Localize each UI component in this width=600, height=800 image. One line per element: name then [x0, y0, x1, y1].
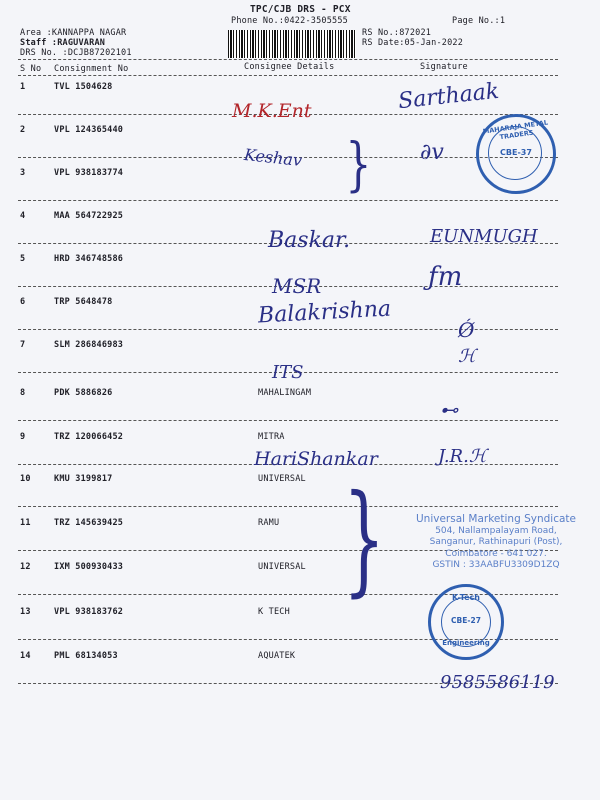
row-sno: 10	[20, 474, 31, 484]
rs-number: RS No.:872021	[362, 28, 432, 38]
row-sno: 3	[20, 168, 26, 178]
row-divider	[18, 420, 558, 421]
universal-stamp-line-5: GSTIN : 33AABFU3309D1ZQ	[432, 560, 560, 570]
handwriting-phone: 9585586119	[440, 672, 555, 693]
handwriting-signature-row6: Ǿ	[458, 318, 475, 342]
universal-stamp-line-2: 504, Nallampalayam Road,	[435, 525, 557, 536]
row-consignee: K TECH	[258, 607, 290, 617]
handwriting-signature-row9: J.R.ℋ	[438, 446, 487, 467]
row-consignment-no: PDK 5886826	[54, 388, 113, 398]
drs-number: DRS No. :DCJB87202101	[20, 48, 132, 58]
handwriting-baskar: Baskar.	[268, 228, 351, 253]
ktech-stamp	[428, 584, 504, 660]
row-sno: 8	[20, 388, 26, 398]
handwriting-eunmugh: EUNMUGH	[430, 226, 538, 247]
row-sno: 14	[20, 651, 31, 661]
document-title: TPC/CJB DRS - PCX	[250, 4, 351, 15]
handwriting-signature-row2: ∂v	[420, 140, 444, 165]
metal-traders-stamp	[476, 114, 556, 194]
row-consignment-no: TRZ 120066452	[54, 432, 124, 442]
row-sno: 9	[20, 432, 26, 442]
row-consignment-no: VPL 938183774	[54, 168, 124, 178]
row-consignment-no: TVL 1504628	[54, 82, 113, 92]
row-sno: 7	[20, 340, 26, 350]
row-consignment-no: IXM 500930433	[54, 562, 124, 572]
rs-date: RS Date:05-Jan-2022	[362, 38, 464, 48]
row-consignment-no: MAA 564722925	[54, 211, 124, 221]
row-sno: 13	[20, 607, 31, 617]
universal-marketing-stamp	[396, 514, 596, 572]
row-consignment-no: TRZ 145639425	[54, 518, 124, 528]
row-consignee: UNIVERSAL	[258, 474, 306, 484]
row-divider	[18, 506, 558, 507]
handwriting-signature-row8: ⊷	[440, 400, 458, 421]
universal-stamp-line-3: Sanganur, Rathinapuri (Post),	[429, 537, 563, 547]
handwriting-balakrishna: Balakrishna	[257, 296, 392, 329]
row-sno: 2	[20, 125, 26, 135]
row-consignment-no: VPL 938183762	[54, 607, 124, 617]
ktech-stamp-bottom: Engineering	[442, 639, 490, 647]
ktech-stamp-top: K-Tech	[452, 593, 480, 602]
universal-stamp-line-4: Coimbatore - 641 027.	[445, 548, 547, 559]
brace-rows-10-12: }	[343, 470, 386, 609]
page-number: Page No.:1	[452, 16, 506, 26]
ktech-stamp-city: CBE-27	[451, 616, 481, 625]
header-divider-top	[18, 59, 558, 60]
row-consignee: MITRA	[258, 432, 285, 442]
handwriting-msr: MSR	[272, 274, 322, 298]
metal-traders-name: MAHARAJA METAL TRADERS	[482, 118, 549, 142]
row-sno: 6	[20, 297, 26, 307]
header-divider-bottom	[18, 75, 558, 76]
row-sno: 12	[20, 562, 31, 572]
row-sno: 4	[20, 211, 26, 221]
row-consignee: AQUATEK	[258, 651, 296, 661]
handwriting-signature-row7: ℋ	[458, 346, 476, 367]
column-header-consignee: Consignee Details	[244, 62, 335, 72]
row-divider	[18, 329, 558, 330]
row-consignee: UNIVERSAL	[258, 562, 306, 572]
row-consignee: RAMU	[258, 518, 280, 528]
column-header-signature: Signature	[420, 62, 468, 72]
row-consignment-no: SLM 286846983	[54, 340, 124, 350]
row-consignment-no: VPL 124365440	[54, 125, 124, 135]
handwriting-keshav: Keshav	[243, 145, 303, 170]
row-consignment-no: HRD 346748586	[54, 254, 124, 264]
column-header-consignment: Consignment No	[54, 64, 129, 74]
row-divider	[18, 200, 558, 201]
handwriting-its: ITS	[272, 362, 304, 383]
handwriting-signature-row1: Sarthaak	[396, 78, 501, 115]
row-consignment-no: PML 68134053	[54, 651, 118, 661]
handwriting-signature-row5: ƒm	[428, 262, 463, 292]
handwriting-mk-ent: M.K.Ent	[232, 100, 312, 122]
metal-traders-city: CBE-37	[500, 148, 532, 157]
row-consignee: MAHALINGAM	[258, 388, 312, 398]
row-consignment-no: TRP 5648478	[54, 297, 113, 307]
handwriting-harishankar: HariShankar	[254, 448, 378, 470]
row-sno: 5	[20, 254, 26, 264]
area-field: Area :KANNAPPA NAGAR	[20, 28, 127, 38]
phone-number: Phone No.:0422-3505555	[231, 16, 348, 26]
column-header-sno: S No	[20, 64, 42, 74]
staff-field: Staff :RAGUVARAN	[20, 38, 106, 48]
universal-stamp-line-1: Universal Marketing Syndicate	[416, 513, 576, 525]
brace-rows-2-3: }	[345, 130, 372, 198]
barcode	[228, 30, 356, 58]
row-sno: 1	[20, 82, 26, 92]
row-consignment-no: KMU 3199817	[54, 474, 113, 484]
row-sno: 11	[20, 518, 31, 528]
